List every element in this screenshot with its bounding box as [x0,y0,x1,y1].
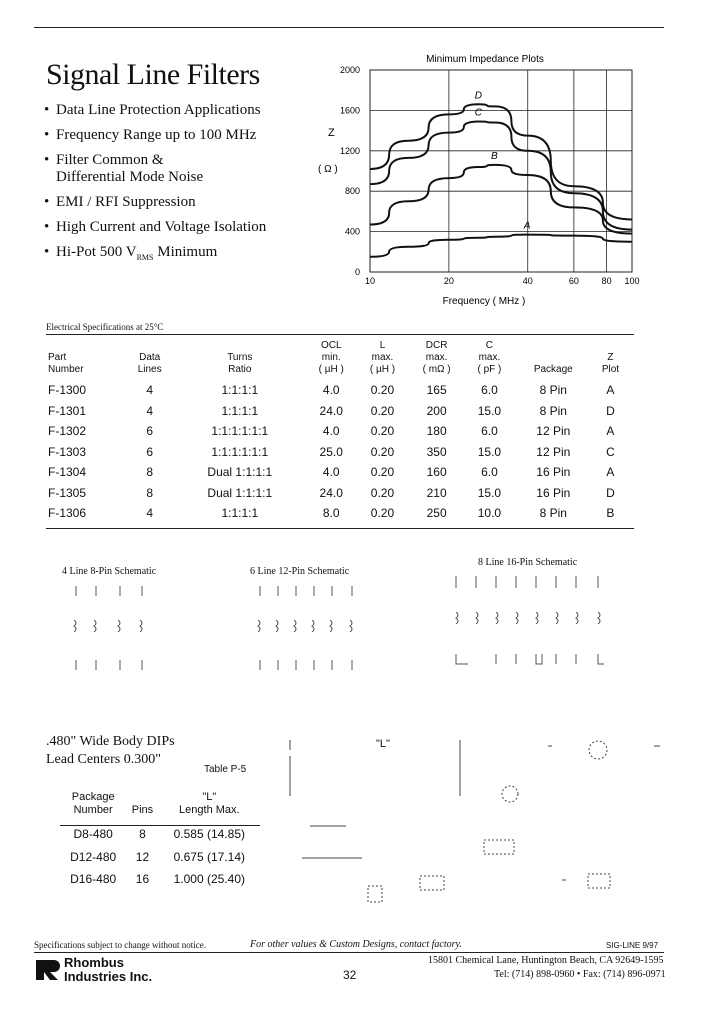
table-cell: F-1303 [48,444,87,459]
series-line-C [370,122,632,230]
spec-header-cell: Data Lines [137,352,162,375]
x-tick-label: 40 [522,276,533,286]
bullet-item: • Hi-Pot 500 $V_{RMS}$ Minimum [44,244,218,262]
table-cell: B [606,506,615,521]
y-tick-label: 1200 [339,145,360,156]
spec-header-cell: DCR max. ( mΩ ) [422,340,451,375]
y-axis-label: Z [328,127,335,139]
table-cell: 8 Pin [539,506,567,521]
table-cell: 0.585 (14.85) [173,827,246,842]
table-cell: 4.0 [322,465,340,480]
table-cell: 8.0 [322,506,340,521]
series-line-A [370,235,632,257]
spec-header-cell: C max. ( pF ) [477,340,502,375]
table-row [48,401,628,422]
table-cell: 0.20 [370,465,395,480]
spec-top-rule [46,334,634,335]
spec-header-cell: L max. ( µH ) [369,340,396,375]
table-cell: 1:1:1:1 [221,403,259,418]
table-row [48,503,628,524]
page-number: 32 [343,968,357,982]
schematic-4-line [64,582,154,674]
table-cell: 165 [426,383,447,398]
company-address: 15801 Chemical Lane, Huntington Beach, CA 92649-1595 [428,955,664,966]
spec-title: Electrical Specifications at 25°C [46,322,164,332]
table-cell: 6.0 [481,383,498,398]
table-cell: 4 [146,383,153,398]
table-cell: 1:1:1:1:1:1 [211,424,269,439]
page-title: Signal Line Filters [46,58,260,91]
table-cell: 8 [146,465,153,480]
table-cell: D16-480 [70,872,117,887]
table-cell: D8-480 [73,827,113,842]
chart-title: Minimum Impedance Plots [426,54,544,65]
table-cell: 24.0 [319,485,343,500]
table-cell: 12 [135,849,150,864]
table-cell: 1.000 (25.40) [173,872,246,887]
table-cell: 25.0 [319,444,343,459]
spec-header-cell: Package [533,364,573,375]
table-cell: Dual 1:1:1:1 [207,485,273,500]
dip-title-line-2: Lead Centers 0.300" [46,752,161,767]
table-cell: 4.0 [322,383,340,398]
table-cell: 200 [426,403,447,418]
company-phone: Tel: (714) 898-0960 • Fax: (714) 896-0971 [494,969,666,980]
table-cell: D [606,403,615,418]
x-tick-label: 80 [601,276,612,286]
table-cell: C [606,444,615,459]
table-cell: 15.0 [477,444,502,459]
disclaimer: Specifications subject to change without notice. [34,940,206,950]
table-cell: 12 Pin [536,424,571,439]
bullet-item: • EMI / RFI Suppression [44,194,196,210]
schematic-6-line [252,582,362,674]
table-cell: 10.0 [477,506,502,521]
table-cell: 0.675 (17.14) [173,849,246,864]
y-tick-label: 800 [344,186,360,197]
table-row [48,421,628,442]
series-label-B: B [491,150,498,162]
document-code: SIG-LINE 9/97 [606,941,659,950]
table-cell: A [606,465,615,480]
table-cell: 180 [426,424,447,439]
plot-frame [370,70,632,272]
spec-header-cell: Part Number [48,352,84,375]
y-axis-unit: ( Ω ) [318,164,338,175]
table-row [48,380,628,401]
table-cell: 8 [146,485,153,500]
series-label-A: A [523,220,531,232]
schematic-title-6-line: 6 Line 12-Pin Schematic [250,566,350,577]
table-cell: 4.0 [322,424,340,439]
table-cell: F-1306 [48,506,87,521]
table-cell: F-1304 [48,465,87,480]
feature-list [44,102,266,274]
table-row [48,442,628,463]
x-tick-label: 100 [624,276,640,286]
table-cell: A [606,383,615,398]
schematic-title-8-line: 8 Line 16-Pin Schematic [478,557,578,568]
table-cell: 6.0 [481,465,498,480]
table-cell: 250 [426,506,447,521]
x-tick-label: 10 [364,276,376,286]
table-cell: 6.0 [481,424,498,439]
footer-rule [34,952,664,953]
table-cell: 0.20 [370,383,395,398]
table-cell: 8 [139,827,146,842]
x-axis-label: Frequency ( MHz ) [442,296,526,307]
table-cell: 6 [146,444,153,459]
table-cell: F-1301 [48,403,87,418]
spec-header-cell: Turns Ratio [227,352,253,375]
spec-bottom-rule [46,528,634,529]
table-cell: A [606,424,615,439]
dip-table [60,790,260,891]
bullet-item: • Filter Common & Differential Mode Noise [44,152,204,185]
table-cell: 0.20 [370,444,395,459]
dip-title-line-1: .480" Wide Body DIPs [46,734,175,749]
table-cell: D12-480 [70,849,117,864]
table-cell: 0.20 [370,424,395,439]
table-cell: F-1300 [48,383,87,398]
table-row [60,846,260,869]
impedance-chart [320,48,650,314]
series-line-B [370,165,632,234]
spec-header-cell: Z Plot [601,352,620,375]
table-cell: 1:1:1:1:1:1 [211,444,269,459]
chart-grid [340,65,640,286]
table-cell: 1:1:1:1 [221,383,259,398]
table-cell: 0.20 [370,485,395,500]
schematic-8-line [452,572,608,670]
series-label-D: D [474,90,482,102]
y-tick-label: 2000 [339,65,360,75]
dip-header-row [60,790,260,823]
table-cell: 24.0 [319,403,343,418]
table-cell: D [606,485,615,500]
table-cell: 160 [426,465,447,480]
company-name-line-2: Industries Inc. [64,969,153,984]
contact-note: For other values & Custom Designs, contact factory. [250,939,462,950]
series-label-C: C [474,107,482,119]
dip-table-label: Table P-5 [204,764,247,775]
table-cell: F-1302 [48,424,87,439]
table-row [60,823,260,846]
table-cell: Dual 1:1:1:1 [207,465,273,480]
dip-header-cell: Package Number [71,791,115,816]
table-cell: 16 [135,872,150,887]
table-cell: 15.0 [477,403,502,418]
dip-header-cell: Pins [131,804,154,816]
table-row [48,483,628,504]
table-cell: 0.20 [370,403,395,418]
company-name-line-1: Rhombus [64,955,124,970]
bullet-item: • Data Line Protection Applications [44,102,261,118]
table-cell: 350 [426,444,447,459]
y-tick-label: 0 [354,267,360,277]
spec-header-row [48,340,628,380]
bullet-item: • Frequency Range up to 100 MHz [44,127,257,143]
top-rule [34,27,664,28]
table-cell: 1:1:1:1 [221,506,259,521]
y-tick-label: 1600 [339,105,360,116]
table-cell: 16 Pin [536,465,571,480]
table-cell: F-1305 [48,485,87,500]
table-cell: 15.0 [477,485,502,500]
spec-table [48,340,628,524]
x-tick-label: 20 [443,276,454,286]
table-cell: 16 Pin [536,485,571,500]
rhombus-logo-icon [34,958,60,982]
table-cell: 4 [146,403,153,418]
table-cell: 8 Pin [539,383,567,398]
table-cell: 4 [146,506,153,521]
table-cell: 8 Pin [539,403,567,418]
y-tick-label: 400 [344,226,360,237]
dip-header-cell: "L" Length Max. [179,791,240,816]
dip-header-rule [60,825,260,826]
table-cell: 12 Pin [536,444,571,459]
table-cell: 0.20 [370,506,395,521]
schematic-title-4-line: 4 Line 8-Pin Schematic [62,566,157,577]
table-cell: 6 [146,424,153,439]
bullet-item: • High Current and Voltage Isolation [44,219,267,235]
spec-header-cell: OCL min. ( µH ) [318,340,344,375]
table-cell: 210 [426,485,447,500]
dip-package-drawing [286,736,676,916]
table-row [60,868,260,891]
table-row [48,462,628,483]
dip-dimension-label: "L" [376,738,390,750]
x-tick-label: 60 [568,276,579,286]
